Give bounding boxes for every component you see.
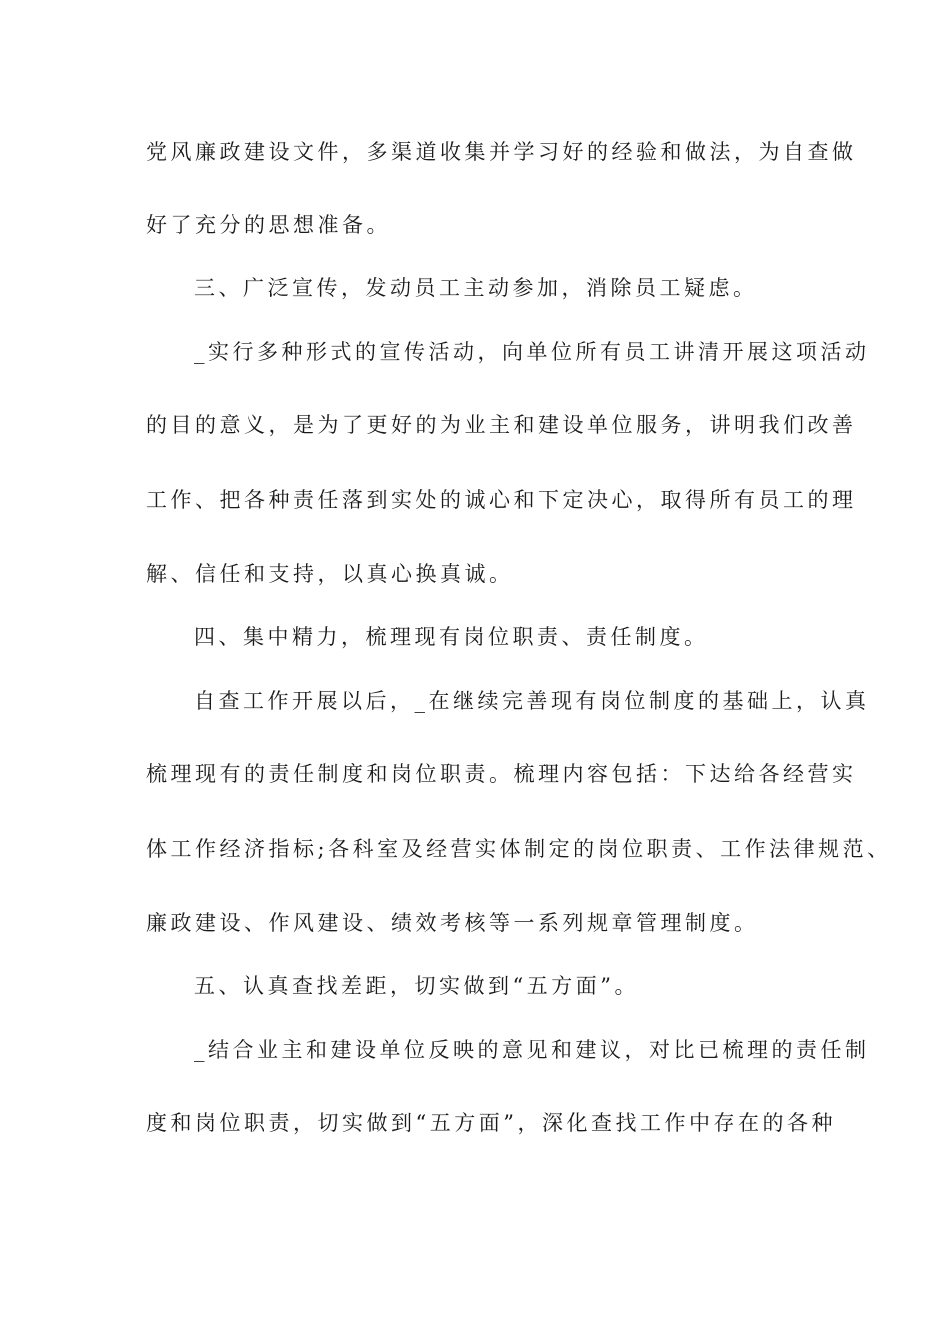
- paragraph-line: 工作、把各种责任落到实处的诚心和下定决心，取得所有员工的理: [146, 488, 857, 512]
- paragraph-line: 自查工作开展以后，_在继续完善现有岗位制度的基础上，认真: [194, 689, 870, 713]
- section-heading: 五、认真查找差距，切实做到“五方面”。: [194, 974, 639, 998]
- paragraph-line: _结合业主和建设单位反映的意见和建议，对比已梳理的责任制: [194, 1038, 870, 1062]
- section-heading: 四、集中精力，梳理现有岗位职责、责任制度。: [194, 625, 709, 649]
- paragraph-line: 廉政建设、作风建设、绩效考核等一系列规章管理制度。: [146, 911, 759, 935]
- paragraph-line: 梳理现有的责任制度和岗位职责。梳理内容包括：下达给各经营实: [146, 762, 857, 786]
- paragraph-line: _实行多种形式的宣传活动，向单位所有员工讲清开展这项活动: [194, 340, 870, 364]
- paragraph-line: 的目的意义，是为了更好的为业主和建设单位服务，讲明我们改善: [146, 413, 857, 437]
- paragraph-line: 党风廉政建设文件，多渠道收集并学习好的经验和做法，为自查做: [146, 140, 857, 164]
- paragraph-line: 度和岗位职责，切实做到“五方面”，深化查找工作中存在的各种: [146, 1111, 836, 1135]
- paragraph-line: 解、信任和支持，以真心换真诚。: [146, 562, 514, 586]
- section-heading: 三、广泛宣传，发动员工主动参加，消除员工疑虑。: [194, 276, 758, 300]
- paragraph-line: 体工作经济指标;各科室及经营实体制定的岗位职责、工作法律规范、: [146, 837, 892, 861]
- paragraph-line: 好了充分的思想准备。: [146, 213, 391, 237]
